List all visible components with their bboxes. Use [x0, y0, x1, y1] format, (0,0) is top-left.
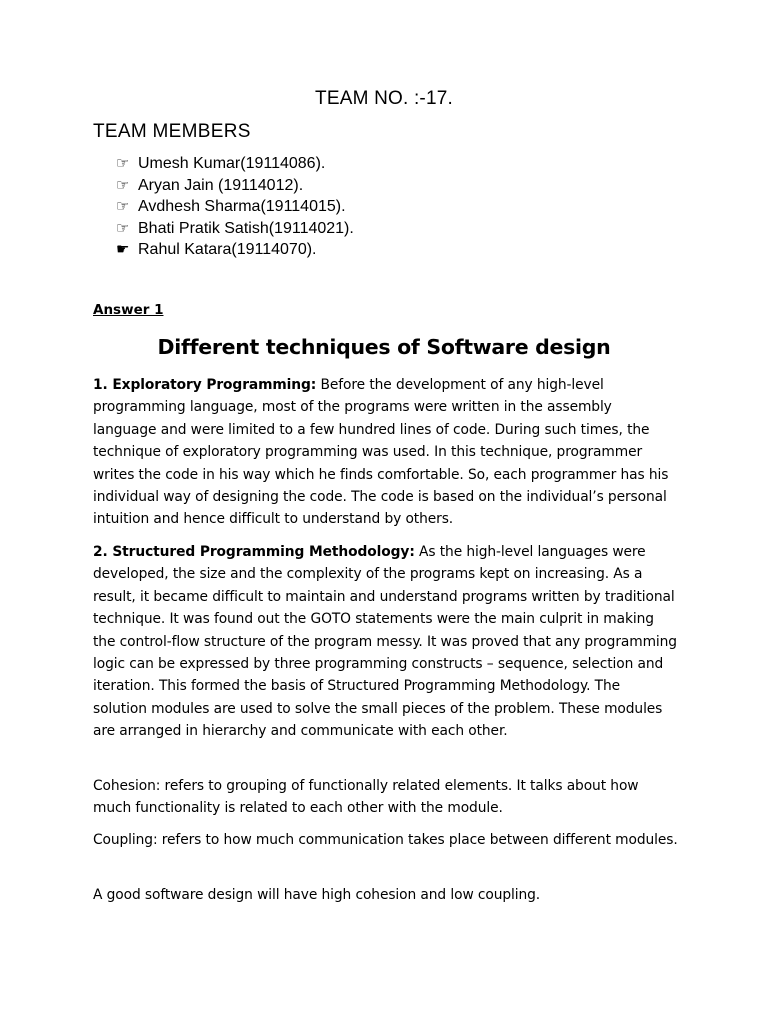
paragraph-exploratory	[93, 374, 678, 531]
pointing-hand-icon-filled: ☛	[116, 240, 130, 259]
list-item	[116, 239, 354, 261]
paragraph-text: Coupling: refers to how much communication takes place between different modules.	[93, 832, 678, 848]
section-heading: Different techniques of Software design	[157, 335, 611, 359]
member-name: Bhati Pratik Satish(19114021).	[138, 219, 354, 237]
paragraph-coupling	[93, 829, 678, 851]
list-item	[116, 196, 354, 218]
member-name: Aryan Jain (19114012).	[138, 176, 304, 194]
list-item	[116, 153, 354, 175]
paragraph-text: Before the development of any high-level programming language, most of the programs were written in the assembly language and were limited to a few hundred lines of code. During such times, the technique of exploratory programming was used. In this technique, programmer writes the code in his way which he finds comfortable. So, each programmer has his individual way of designing the code. The code is based on the individual’s personal intuition and hence difficult to understand by others.	[93, 377, 669, 528]
team-title: TEAM NO. :-17.	[315, 88, 453, 109]
answer-label: Answer 1	[93, 302, 164, 318]
paragraph-text: Cohesion: refers to grouping of functionally related elements. It talks about how much functionality is related to each other with the module.	[93, 778, 639, 817]
team-members-heading: TEAM MEMBERS	[93, 121, 251, 142]
member-name: Rahul Katara(19114070).	[138, 241, 317, 258]
paragraph-cohesion	[93, 775, 678, 820]
paragraph-text: As the high-level languages were developed, the size and the complexity of the programs kept on increasing. As a result, it became difficult to maintain and understand programs written by traditional technique. It was found out the GOTO statements were the main culprit in making the control-flow structure of the program messy. It was proved that any programming logic can be expressed by three programming constructs – sequence, selection and iteration. This formed the basis of Structured Programming Methodology. The solution modules are used to solve the small pieces of the problem. These modules are arranged in hierarchy and communicate with each other.	[93, 544, 677, 740]
paragraph-lead: 1. Exploratory Programming:	[93, 377, 317, 393]
paragraph-lead: 2. Structured Programming Methodology:	[93, 544, 415, 560]
list-item	[116, 218, 354, 240]
pointing-hand-icon: ☞	[116, 175, 130, 194]
pointing-hand-icon: ☞	[116, 154, 130, 173]
pointing-hand-icon: ☞	[116, 218, 130, 237]
team-members-list	[116, 153, 354, 261]
list-item	[116, 175, 354, 197]
pointing-hand-icon: ☞	[116, 197, 130, 216]
paragraph-structured	[93, 541, 678, 743]
paragraph-text: A good software design will have high cohesion and low coupling.	[93, 887, 541, 903]
member-name: Umesh Kumar(19114086).	[138, 155, 326, 172]
member-name: Avdhesh Sharma(19114015).	[138, 198, 346, 215]
paragraph-conclusion	[93, 884, 678, 906]
